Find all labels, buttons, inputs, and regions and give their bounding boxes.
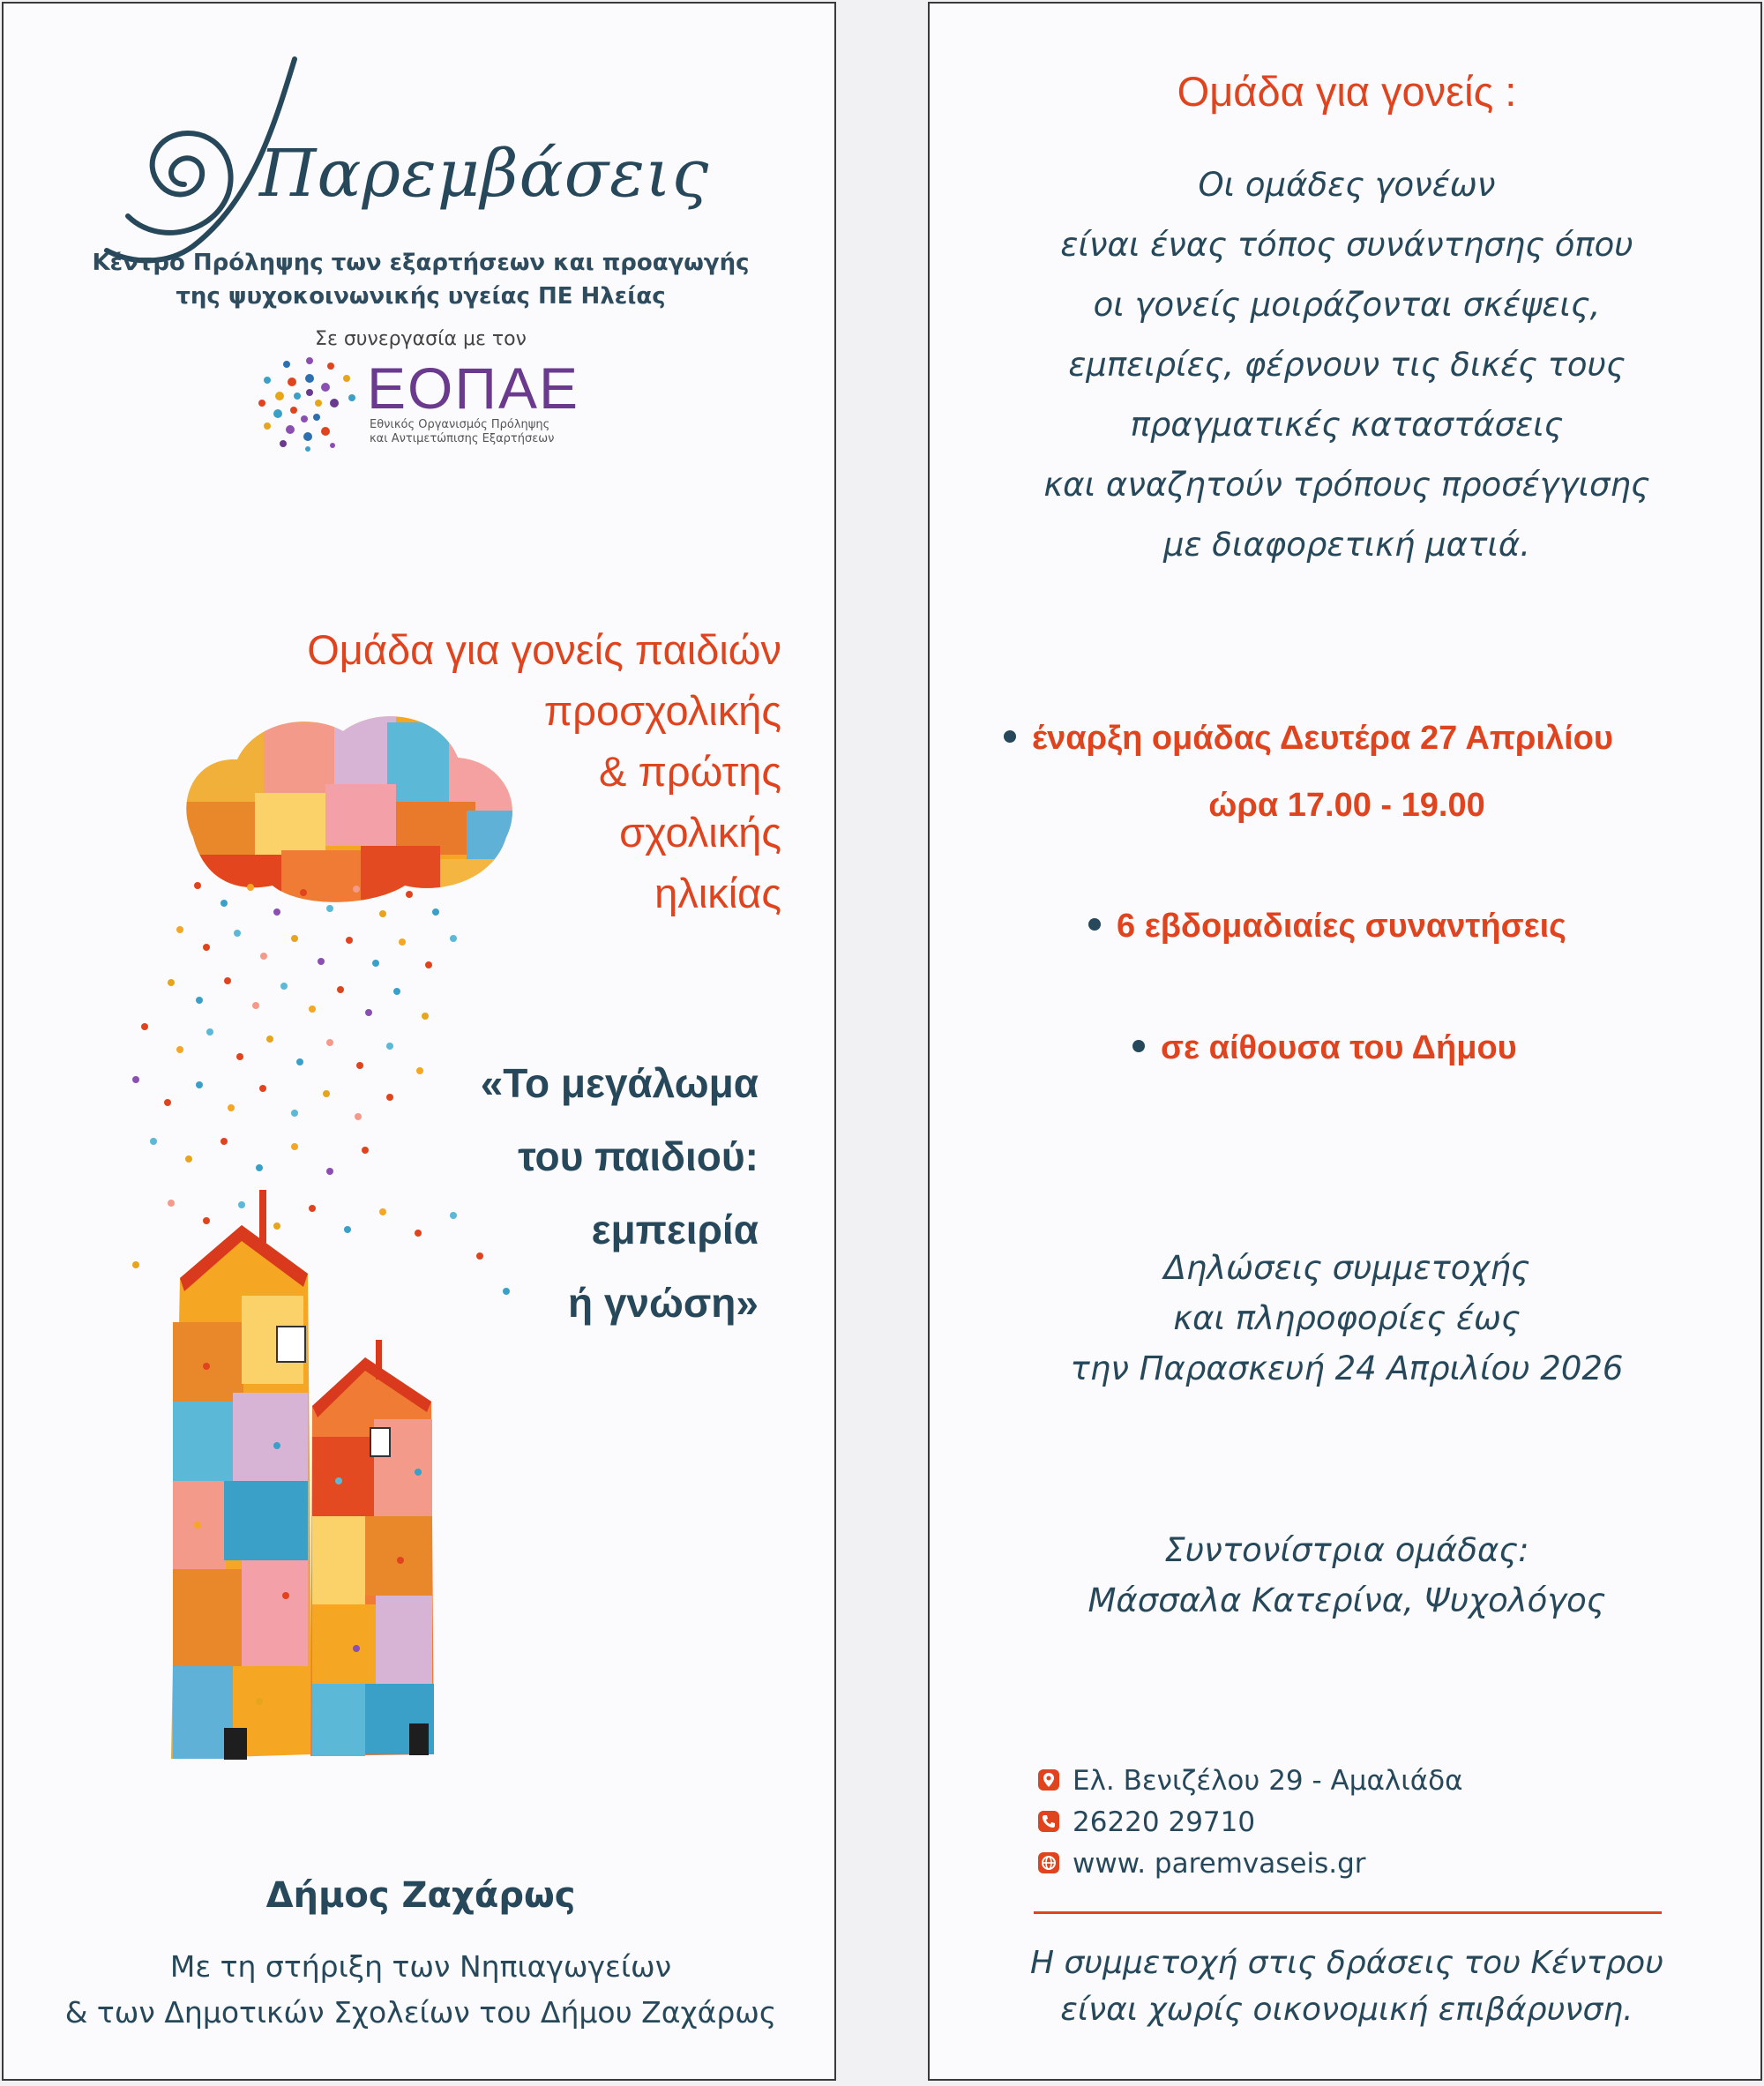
- phone-row: [1037, 1802, 1463, 1843]
- intro-line-1: Οι ομάδες γονέων: [1198, 166, 1496, 204]
- partner-full-name: [370, 418, 554, 446]
- houses-illustration: [153, 1190, 471, 1763]
- bullet-meetings: [1088, 908, 1566, 946]
- partner-line-2: και Αντιμετώπισης Εξαρτήσεων: [370, 432, 555, 445]
- website-link[interactable]: www. paremvaseis.gr: [1073, 1848, 1366, 1880]
- group-title-line-2: προσχολικής: [543, 687, 781, 734]
- bullet-dot-icon: [1132, 1040, 1145, 1052]
- intro-line-6: και αναζητούν τρόπους προσέγγισης: [1043, 466, 1650, 504]
- support-line-2: & των Δημοτικών Σχολείων του Δήμου Ζαχάρως: [64, 1995, 777, 2030]
- right-panel: [928, 2, 1762, 2081]
- coordinator-label: Συντονίστρια ομάδας:: [1164, 1531, 1529, 1569]
- intro-line-4: εμπειρίες, φέρνουν τις δικές τους: [1068, 346, 1626, 384]
- partner-line-1: Εθνικός Οργανισμός Πρόληψης: [370, 418, 550, 431]
- phone-icon: [1037, 1810, 1060, 1833]
- center-line-1: Κέντρο Πρόληψης των εξαρτήσεων και προαγωγής: [92, 250, 750, 276]
- registration-info: [930, 1243, 1764, 1394]
- intro-line-2: είναι ένας τόπος συνάντησης όπου: [1060, 226, 1633, 264]
- website-row: [1037, 1843, 1463, 1885]
- right-title: Ομάδα για γονείς :: [1177, 68, 1517, 115]
- address-text: Ελ. Βενιζέλου 29 - Αμαλιάδα: [1073, 1765, 1463, 1797]
- note-line-1: Η συμμετοχή στις δράσεις του Κέντρου: [1029, 1945, 1664, 1981]
- start-date: έναρξη ομάδας Δευτέρα 27 Απριλίου: [1032, 720, 1614, 757]
- intro-text: [930, 155, 1764, 575]
- left-panel: [2, 2, 836, 2081]
- group-title-line-4: σχολικής: [619, 809, 781, 856]
- quote-line-1: «Το μεγάλωμα: [480, 1060, 759, 1106]
- eopae-dots-logo-icon: [255, 352, 370, 453]
- participation-note: [930, 1940, 1764, 2033]
- group-title-line-3: & πρώτης: [599, 748, 781, 795]
- center-description: [4, 246, 838, 313]
- note-line-2: είναι χωρίς οικονομική επιβάρυνση.: [1060, 1992, 1633, 2028]
- globe-icon: [1037, 1851, 1060, 1874]
- start-time: ώρα 17.00 - 19.00: [1208, 787, 1485, 824]
- coordinator-info: [930, 1525, 1764, 1626]
- brand-name: Παρεμβάσεις: [259, 136, 710, 212]
- phone-link[interactable]: 26220 29710: [1073, 1806, 1256, 1838]
- location-icon: [1037, 1768, 1060, 1791]
- intro-line-5: πραγματικές καταστάσεις: [1130, 406, 1564, 444]
- group-title-line-5: ηλικίας: [654, 870, 781, 916]
- registration-line-3: την Παρασκευή 24 Απριλίου 2026: [1070, 1350, 1624, 1387]
- registration-line-2: και πληροφορίες έως: [1173, 1299, 1521, 1337]
- bullet-dot-icon: [1088, 918, 1101, 931]
- support-text: [4, 1944, 838, 2036]
- meeting-location: σε αίθουσα του Δήμου: [1161, 1029, 1517, 1066]
- meetings-count: 6 εβδομαδιαίες συναντήσεις: [1117, 908, 1566, 945]
- intro-line-3: οι γονείς μοιράζονται σκέψεις,: [1093, 286, 1601, 324]
- address-row: [1037, 1761, 1463, 1802]
- support-line-1: Με τη στήριξη των Νηπιαγωγείων: [169, 1949, 672, 1984]
- center-line-2: της ψυχοκοινωνικής υγείας ΠΕ Ηλείας: [176, 283, 666, 310]
- program-quote: [481, 1047, 759, 1340]
- group-title-line-1: Ομάδα για γονείς παιδιών: [307, 626, 781, 673]
- municipality: Δήμος Ζαχάρως: [265, 1875, 576, 1916]
- divider: [1034, 1911, 1662, 1914]
- quote-line-3: εμπειρία: [591, 1207, 759, 1252]
- bullet-start: [1004, 720, 1613, 758]
- quote-line-4: ή γνώση»: [567, 1280, 759, 1326]
- cooperation-text: Σε συνεργασία με τον: [315, 328, 527, 350]
- coordinator-name: Μάσσαλα Κατερίνα, Ψυχολόγος: [1088, 1581, 1606, 1619]
- partner-name: ΕΟΠΑΕ: [367, 355, 580, 421]
- bullet-location: [1132, 1029, 1517, 1067]
- contact-details: [1037, 1761, 1463, 1885]
- quote-line-2: του παιδιού:: [518, 1133, 759, 1179]
- bullet-dot-icon: [1004, 730, 1016, 743]
- intro-line-7: με διαφορετική ματιά.: [1162, 526, 1531, 564]
- registration-line-1: Δηλώσεις συμμετοχής: [1163, 1249, 1530, 1287]
